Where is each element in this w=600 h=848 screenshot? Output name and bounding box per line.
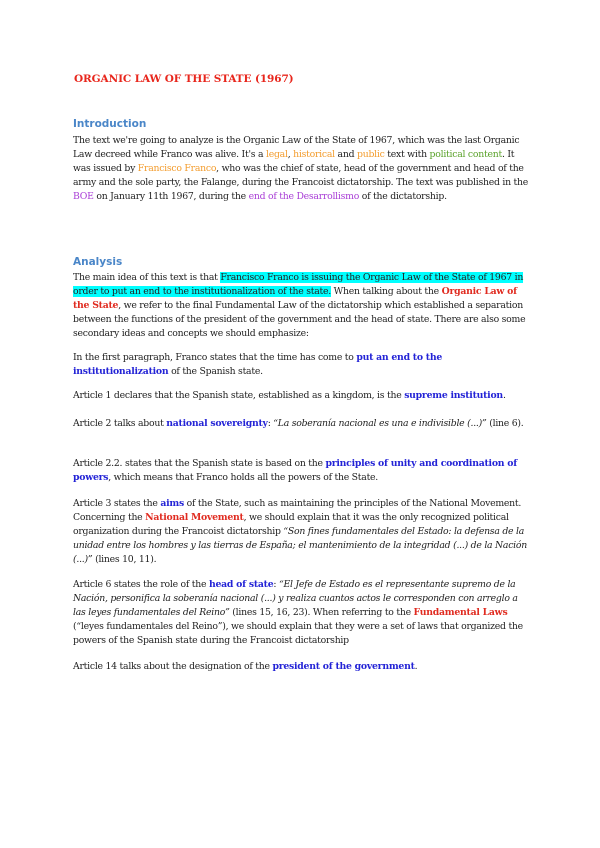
keyword-principles-of-unity: principles of unity and coordination of powers — [73, 458, 517, 484]
keyword-fundamental-laws: Fundamental Laws — [413, 607, 508, 619]
highlighted-main-idea: Francisco Franco is issuing the Organic Law of the State of 1967 in order to put an end to the institutionalization of the state. — [73, 272, 524, 298]
article-14-paragraph: Article 14 talks about the designation of the president of the government. — [73, 661, 418, 672]
introduction-heading: Introduction — [73, 118, 147, 130]
analysis-heading: Analysis — [73, 256, 123, 268]
quote-article-3: “Son fines fundamentales del Estado: la defensa de la unidad entre los hombres y las tierras de España; el mantenimiento de la integridad (...) de la Nación (...)” — [73, 526, 527, 566]
article-1-paragraph: Article 1 declares that the Spanish state, established as a kingdom, is the supreme institution. — [73, 390, 506, 401]
article-6-paragraph: Article 6 states the role of the head of state: “El Jefe de Estado es el representante supremo de la Nación, personifica la soberanía nacional (...) y realiza cuantos actos le corresponden con arreglo a las leyes fundamentales del Reino” (lines 15, 16, 23). When referring to the Fundamental Laws (“leyes fundamentales del Reino”), we should explain that they were a set of laws that organized the powers of the Spanish state during the Francoist dictatorship — [73, 579, 523, 647]
document-title: ORGANIC LAW OF THE STATE (1967) — [74, 73, 294, 85]
analysis-main-idea-paragraph: The main idea of this text is that Francisco Franco is issuing the Organic Law of the State of 1967 in order to put an end to the institutionalization of the state. When talking about the Organic Law of the State, we refer to the final Fundamental Law of the dictatorship which established a separation between the functions of the president of the government and the head of state. There are also some secondary ideas and concepts we should emphasize: — [73, 272, 526, 340]
introduction-paragraph: The text we're going to analyze is the Organic Law of the State of 1967, which was the last Organic Law decreed while Franco was alive. It's a legal, historical and public text with political content. It was issued by Francisco Franco, who was the chief of state, head of the government and head of the army and the sole party, the Falange, during the Francoist dictatorship. The text was published in the BOE on January 11th 1967, during the end of the Desarrollismo of the dictatorship. — [73, 135, 529, 203]
keyword-national-movement: National Movement — [145, 512, 244, 524]
quote-article-6: “El Jefe de Estado es el representante supremo de la Nación, personifica la soberanía nacional (...) y realiza cuantos actos le corresponden con arreglo a las leyes fundamentales del Reino” — [73, 579, 518, 619]
keyword-legal: legal — [266, 149, 288, 161]
keyword-organic-law: Organic Law of the State — [73, 286, 517, 312]
article-2-paragraph: Article 2 talks about national sovereignty: “La soberanía nacional es una e indivisible (...)” (line 6). — [73, 418, 524, 429]
keyword-francisco-franco: Francisco Franco — [137, 163, 217, 175]
keyword-desarrollismo: end of the Desarrollismo — [248, 191, 360, 203]
first-paragraph-note: In the first paragraph, Franco states that the time has come to put an end to the institutionalization of the Spanish state. — [73, 352, 443, 378]
keyword-institutionalization: put an end to the institutionalization — [73, 352, 443, 378]
keyword-historical: historical — [293, 149, 335, 161]
keyword-public: public — [357, 149, 385, 161]
keyword-national-sovereignty: national sovereignty — [166, 418, 268, 429]
keyword-supreme-institution: supreme institution — [404, 390, 503, 401]
keyword-head-of-state: head of state — [208, 579, 274, 590]
keyword-aims: aims — [160, 498, 184, 509]
keyword-president-of-government: president of the government — [272, 661, 415, 672]
article-2-2-paragraph: Article 2.2. states that the Spanish state is based on the principles of unity and coordination of powers, which means that Franco holds all the powers of the State. — [73, 458, 517, 484]
keyword-boe: BOE — [73, 191, 94, 203]
article-3-paragraph: Article 3 states the aims of the State, such as maintaining the principles of the National Movement. Concerning the National Movement, we should explain that it was the only recognized political organization during the Francoist dictatorship “Son fines fundamentales del Estado: la defensa de la unidad entre los hombres y las tierras de España; el mantenimiento de la integridad (...) de la Nación (...)” (lines 10, 11). — [73, 498, 527, 566]
keyword-political-content: political content — [429, 149, 502, 161]
quote-article-2: “La soberanía nacional es una e indivisible (...)” — [273, 418, 487, 429]
